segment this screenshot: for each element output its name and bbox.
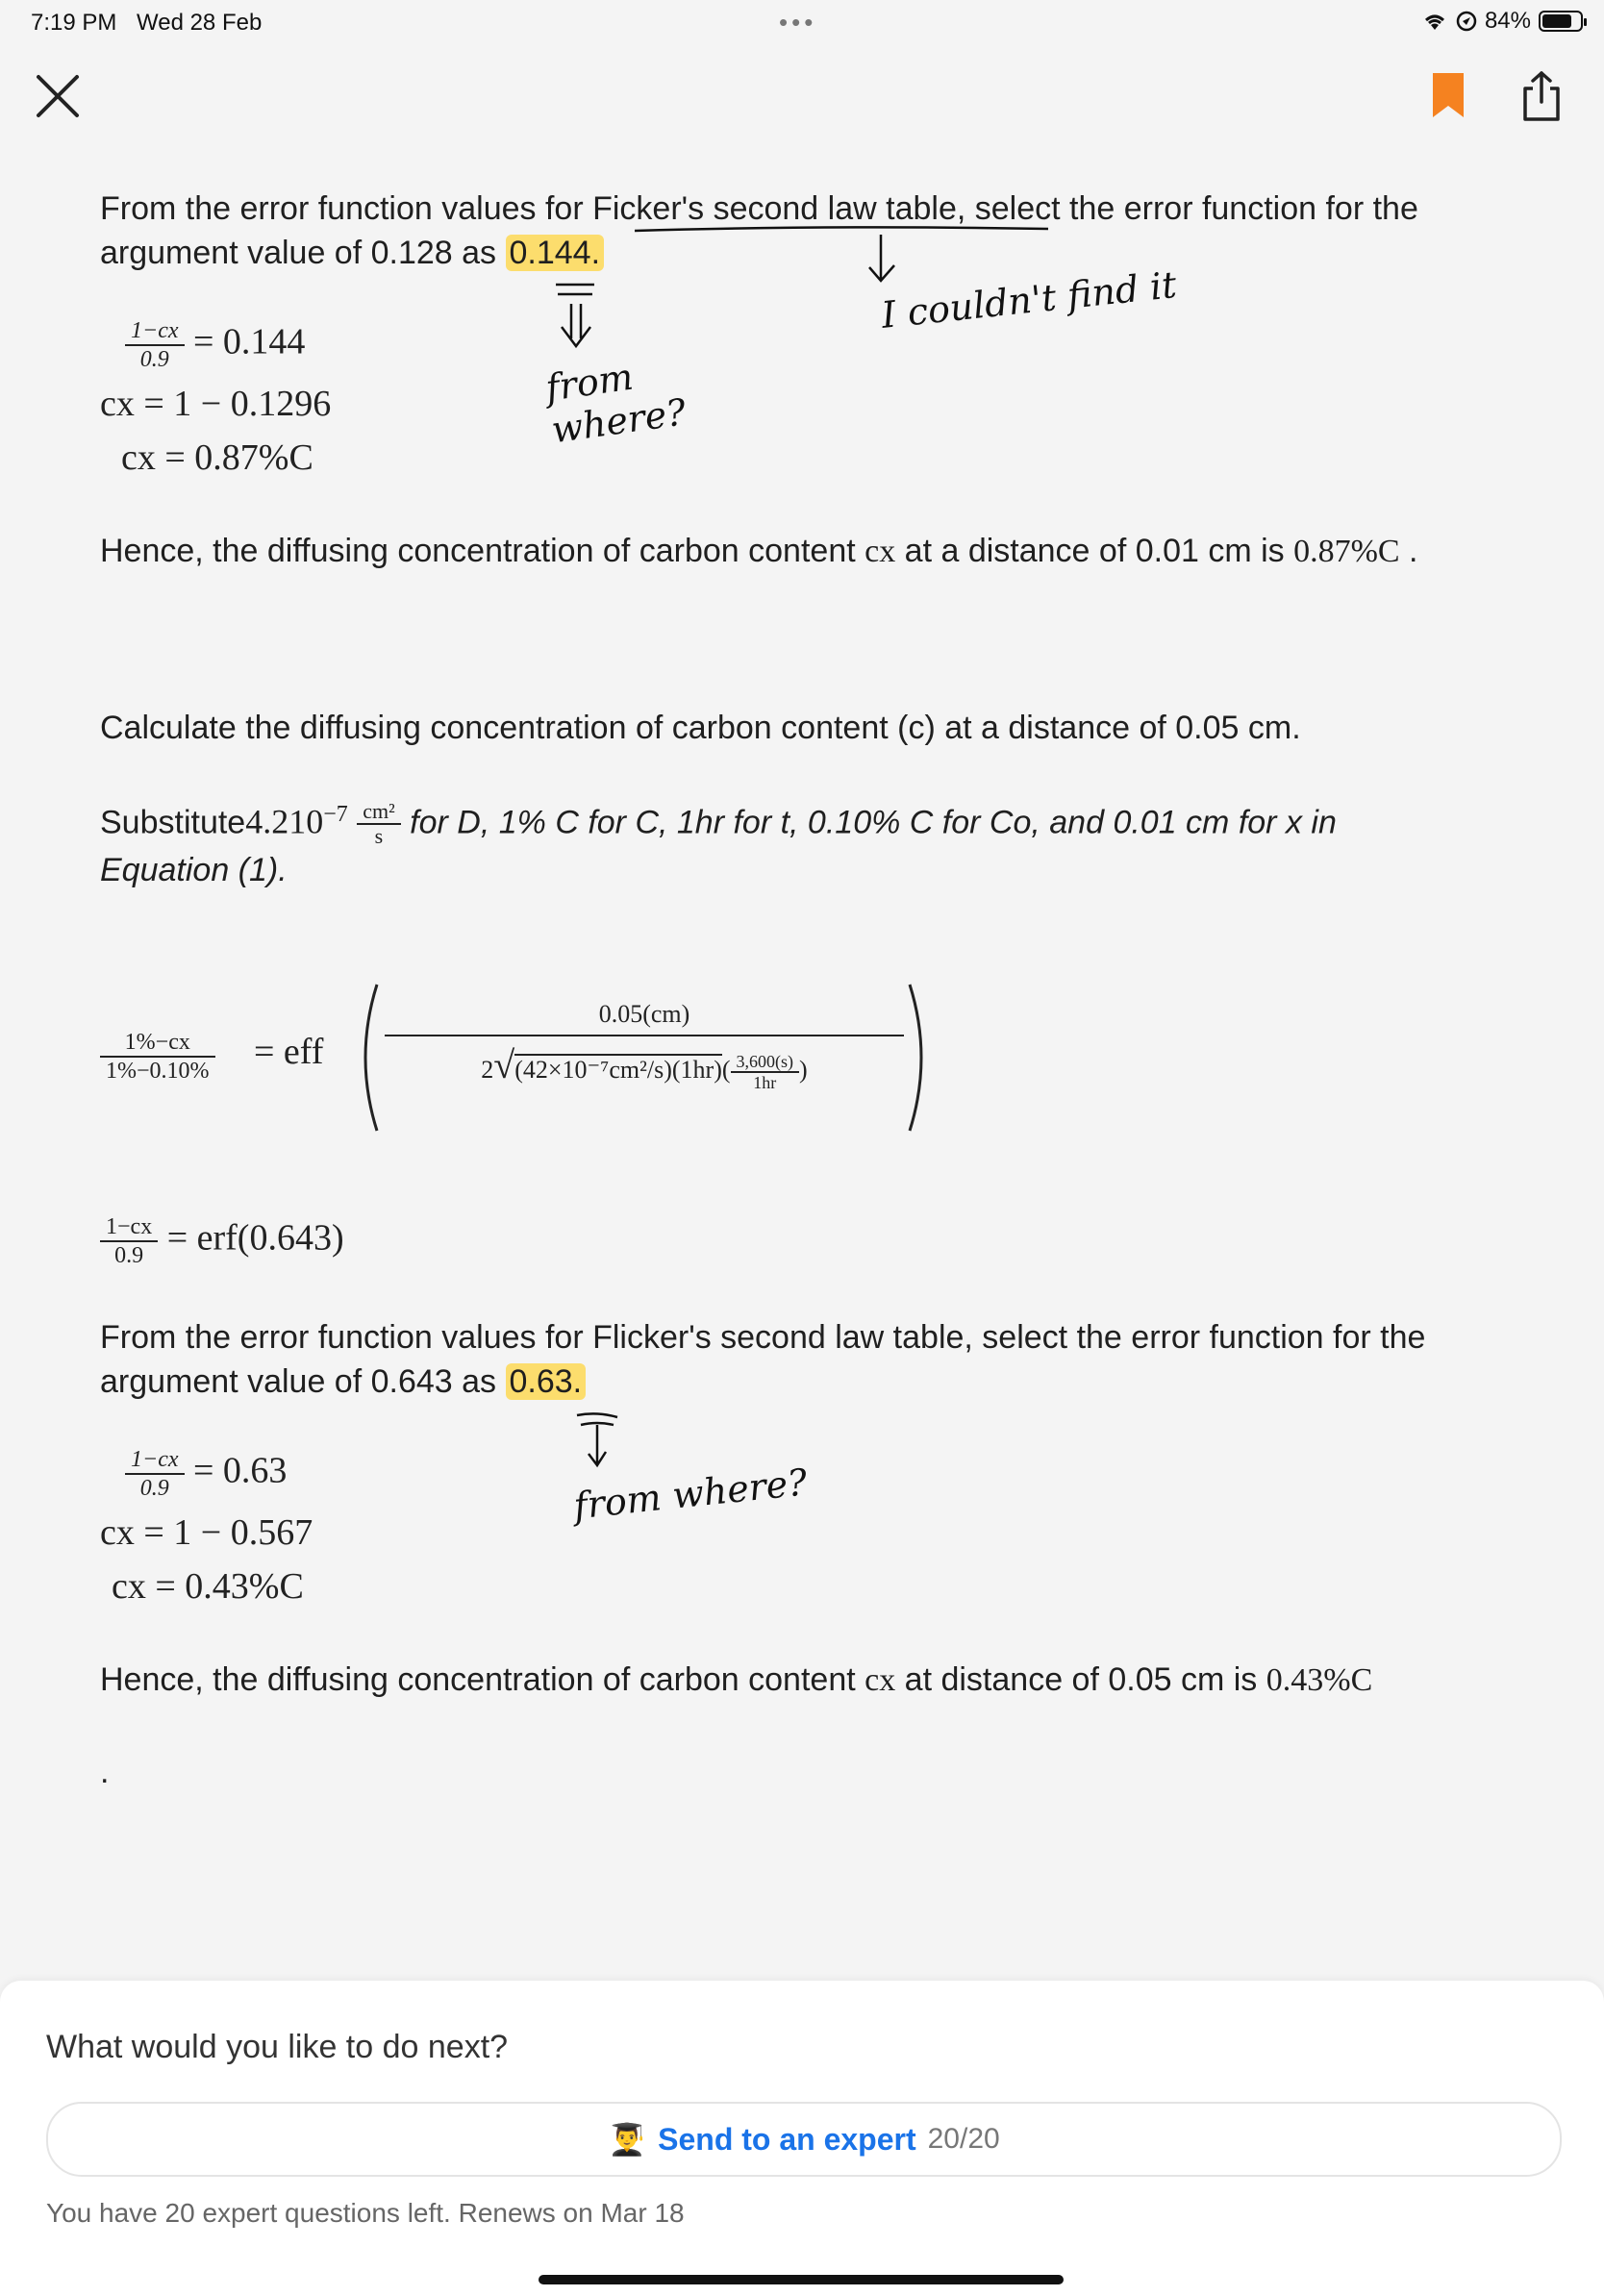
eq2-right-paren	[906, 981, 935, 1135]
eq2-den-coef: 2	[481, 1056, 494, 1084]
eq2-small-den: 1hr	[753, 1073, 777, 1093]
eq2-lhs	[100, 1029, 215, 1085]
annotation-arrow-2	[573, 1410, 621, 1471]
eq1-den: 0.9	[139, 347, 169, 372]
eq2	[100, 981, 1062, 1135]
eq2-inner-fraction	[385, 1000, 904, 1092]
eq3-fraction	[100, 1213, 158, 1269]
eq3	[100, 1213, 344, 1269]
next-action-sheet	[0, 1981, 1604, 2296]
eq1-line3: cx = 0.87%C	[121, 437, 313, 478]
close-icon[interactable]	[29, 67, 87, 125]
eq4-fraction	[125, 1446, 185, 1502]
substitute-value: 4.210	[245, 802, 324, 841]
eq3-num: 1−cx	[100, 1213, 158, 1242]
hence-2-var: cx	[865, 1662, 896, 1698]
battery-percent: 84%	[1484, 8, 1531, 34]
highlight-0144: 0.144.	[506, 235, 605, 271]
substitute-step	[100, 792, 1542, 848]
eq1-rhs: = 0.144	[193, 321, 306, 362]
status-bar	[0, 0, 1604, 44]
eq1-line1	[125, 317, 305, 373]
substitute-label: Substitute	[100, 804, 246, 841]
paragraph-erf-1-text: From the error function values for Ficker's second law table, select the error function for the argument value of 0.128 as	[100, 190, 1418, 271]
hence-1-var: cx	[865, 534, 896, 569]
eq2-eff: = eff	[254, 1032, 324, 1072]
highlight-063: 0.63.	[506, 1363, 587, 1400]
paragraph-erf-2-text: From the error function values for Flicker's second law table, select the error function for the argument value of 0.643 as	[100, 1319, 1426, 1400]
share-icon[interactable]	[1519, 69, 1564, 123]
eq2-den-root: (42×10⁻⁷cm²/s)(1hr)	[514, 1056, 722, 1084]
annotation-underline	[635, 223, 1058, 290]
annotation-from-where-2: from where?	[571, 1460, 810, 1528]
eq4-line2: cx = 1 − 0.567	[100, 1512, 313, 1553]
status-right	[1421, 8, 1583, 35]
eq3-den: 0.9	[114, 1243, 144, 1268]
hence-1-text-b: at a distance of 0.01 cm is	[895, 533, 1294, 569]
hence-2	[100, 1658, 1581, 1703]
hence-2-text-a: Hence, the diffusing concentration of carbon content	[100, 1661, 865, 1698]
status-date: Wed 28 Feb	[137, 10, 263, 36]
calculate-step: Calculate the diffusing concentration of carbon content (c) at a distance of 0.05 cm.	[100, 710, 1301, 746]
battery-icon	[1539, 11, 1583, 32]
eq2-lhs-num: 1%−cx	[100, 1029, 215, 1058]
hence-2-text-b: at distance of 0.05 cm is	[895, 1661, 1266, 1698]
annotation-arrow-1	[548, 279, 606, 356]
annotation-couldnt-find: I couldn't find it	[879, 263, 1179, 337]
substitute-equation-ref: Equation (1).	[100, 852, 288, 888]
substitute-text-b: for D, 1% C for C, 1hr for t, 0.10% C for Co, and 0.01 cm for x in	[410, 804, 1337, 841]
send-to-expert-label: Send to an expert	[658, 2121, 916, 2157]
expert-quota-note: You have 20 expert questions left. Renews on Mar 18	[46, 2198, 685, 2228]
eq2-small-frac	[731, 1052, 800, 1092]
hence-1-text-c: .	[1399, 533, 1418, 569]
eq3-rhs: = erf(0.643)	[166, 1217, 344, 1259]
eq2-inner-den: 2√(42×10⁻⁷cm²/s)(1hr)( $\frac{3,600(s)}{1hr}$ )	[481, 1043, 808, 1093]
eq1-fraction	[125, 317, 185, 373]
eq2-inner-num: 0.05(cm)	[385, 1000, 904, 1036]
trailing-dot: .	[100, 1754, 110, 1790]
next-action-prompt: What would you like to do next?	[46, 2029, 509, 2065]
hence-1-text-a: Hence, the diffusing concentration of carbon content	[100, 533, 865, 569]
hence-1-value: 0.87%C	[1293, 534, 1400, 569]
home-indicator[interactable]	[539, 2275, 1064, 2284]
eq1-line2: cx = 1 − 0.1296	[100, 384, 332, 424]
status-time: 7:19 PM	[31, 10, 117, 36]
unit-num: cm²	[357, 800, 400, 825]
eq1-num: 1−cx	[125, 317, 185, 346]
annotation-from-where-1: from where?	[542, 355, 689, 452]
graduate-icon: 👨‍🎓	[608, 2122, 647, 2157]
hence-1	[100, 529, 1581, 574]
substitute-unit	[357, 800, 400, 848]
paragraph-erf-2	[100, 1315, 1542, 1404]
eq4-rhs: = 0.63	[193, 1450, 288, 1491]
eq4-line3: cx = 0.43%C	[112, 1566, 304, 1607]
expert-count: 20/20	[927, 2123, 1000, 2155]
eq2-left-paren	[352, 981, 381, 1135]
location-lock-icon	[1456, 11, 1477, 32]
unit-den: s	[374, 824, 384, 849]
send-to-expert-button[interactable]	[46, 2102, 1562, 2177]
eq4-num: 1−cx	[125, 1446, 185, 1475]
multitasking-dots[interactable]: •••	[779, 8, 817, 37]
hence-2-value: 0.43%C	[1266, 1662, 1373, 1698]
wifi-icon	[1421, 11, 1448, 32]
bookmark-icon[interactable]	[1431, 71, 1466, 119]
substitute-exponent: −7	[323, 802, 348, 827]
eq2-small-num: 3,600(s)	[731, 1052, 800, 1073]
eq2-lhs-den: 1%−0.10%	[106, 1059, 210, 1084]
eq4-den: 0.9	[139, 1476, 169, 1501]
eq4-line1	[125, 1446, 287, 1502]
